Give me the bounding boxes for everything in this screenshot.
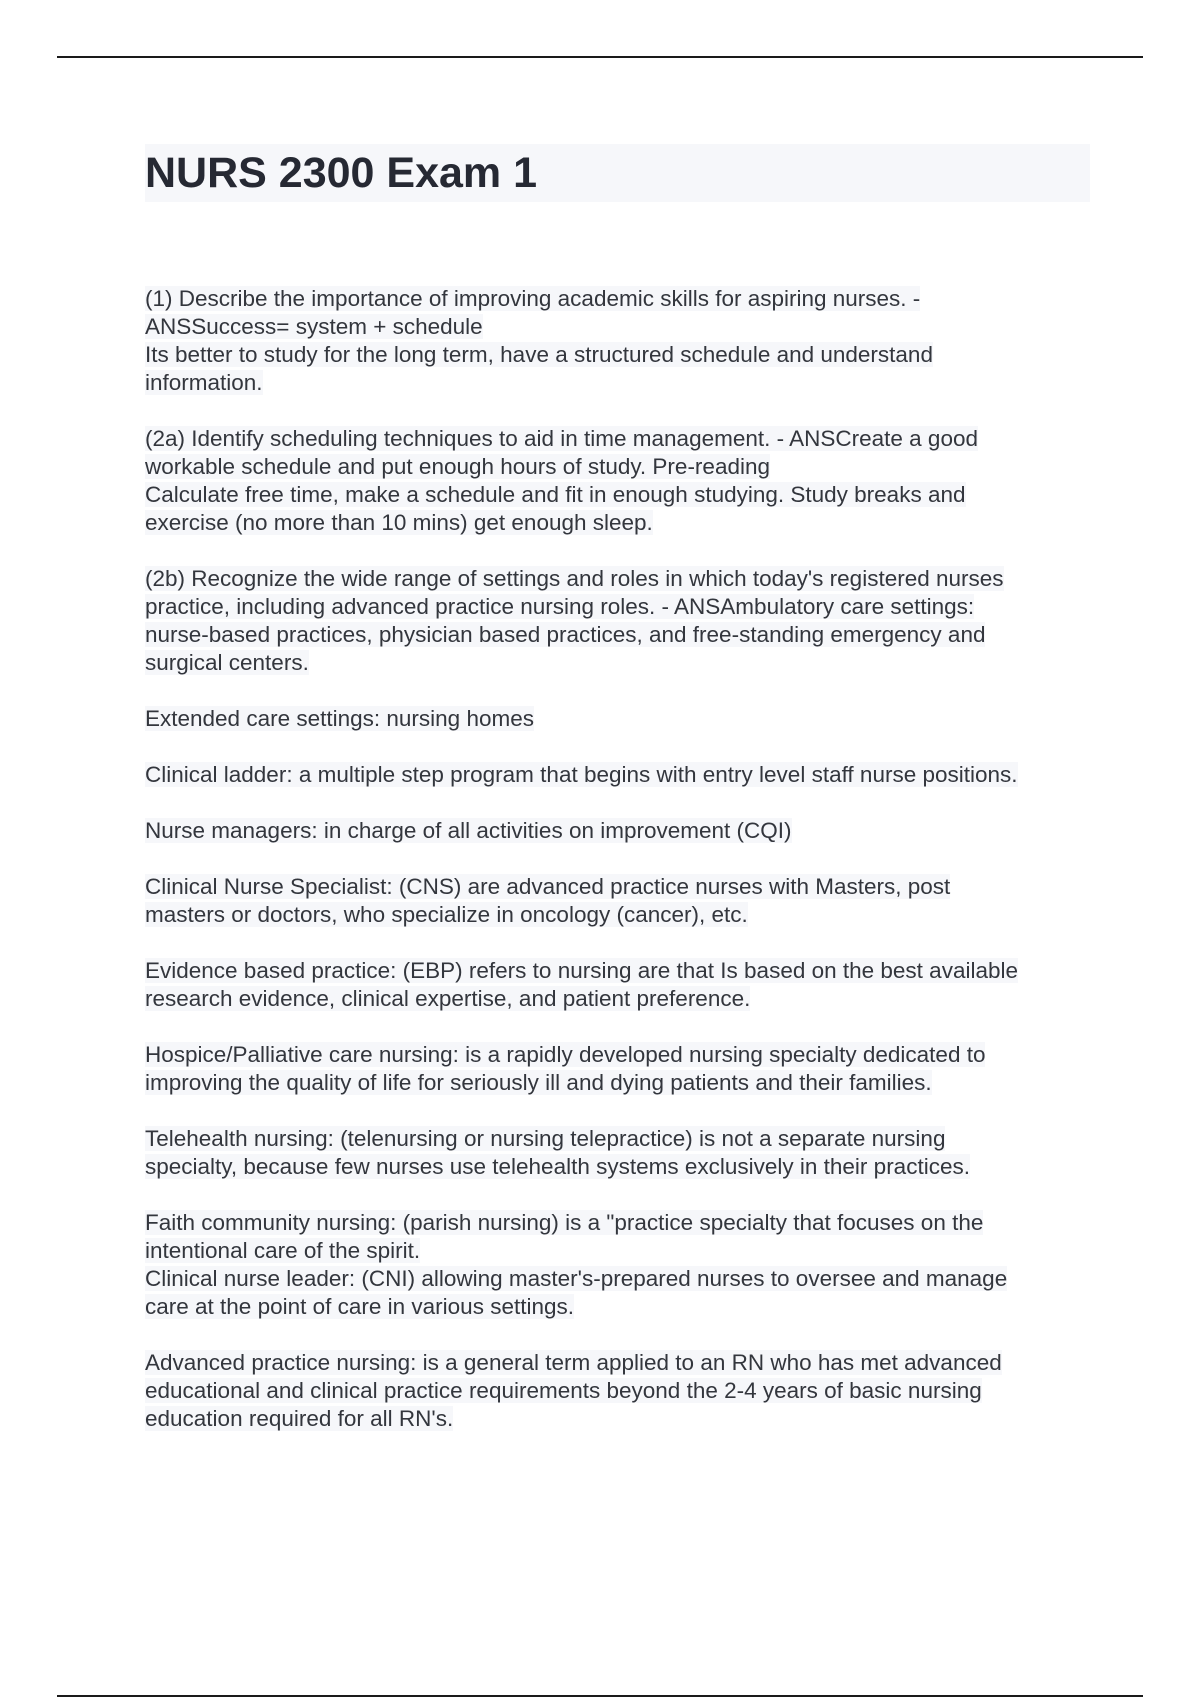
entry-line-row	[145, 1069, 1090, 1097]
entry-line-row	[145, 285, 1090, 313]
entry-line-text: masters or doctors, who specialize in oncology (cancer), etc.	[145, 902, 748, 927]
qa-entry	[145, 705, 1090, 733]
entry-line-text: exercise (no more than 10 mins) get enough sleep.	[145, 510, 653, 535]
entry-line-text: (2b) Recognize the wide range of settings and roles in which today's registered nurses	[145, 566, 1004, 591]
entry-line-row	[145, 705, 1090, 733]
entry-line-text: intentional care of the spirit.	[145, 1238, 421, 1263]
entry-line-row	[145, 1153, 1090, 1181]
entry-line-text: practice, including advanced practice nursing roles. - ANSAmbulatory care settings:	[145, 594, 975, 619]
qa-entry	[145, 1349, 1090, 1433]
entry-line-text: nurse-based practices, physician based practices, and free-standing emergency and	[145, 622, 986, 647]
entry-line-text: Calculate free time, make a schedule and fit in enough studying. Study breaks and	[145, 482, 966, 507]
entry-line-row	[145, 1125, 1090, 1153]
footer-rule	[57, 1695, 1143, 1697]
entry-line-text: ANSSuccess= system + schedule	[145, 314, 483, 339]
qa-entry	[145, 1041, 1090, 1097]
entry-line-row	[145, 565, 1090, 593]
qa-entry	[145, 761, 1090, 789]
entry-line-row	[145, 1237, 1090, 1265]
entry-line-text: Its better to study for the long term, have a structured schedule and understand	[145, 342, 933, 367]
entry-line-text: research evidence, clinical expertise, and patient preference.	[145, 986, 751, 1011]
entry-line-row	[145, 1377, 1090, 1405]
entry-line-text: Clinical Nurse Specialist: (CNS) are advanced practice nurses with Masters, post	[145, 874, 951, 899]
entry-line-row	[145, 761, 1090, 789]
qa-entry	[145, 1209, 1090, 1321]
entry-line-text: improving the quality of life for seriously ill and dying patients and their families.	[145, 1070, 932, 1095]
entry-line-text: surgical centers.	[145, 650, 309, 675]
entry-line-text: education required for all RN's.	[145, 1406, 454, 1431]
entry-line-text: (2a) Identify scheduling techniques to aid in time management. - ANSCreate a good	[145, 426, 978, 451]
entry-line-row	[145, 985, 1090, 1013]
entry-line-row	[145, 817, 1090, 845]
entry-line-row	[145, 1293, 1090, 1321]
entry-line-text: Nurse managers: in charge of all activities on improvement (CQI)	[145, 818, 792, 843]
header-rule	[57, 56, 1143, 58]
entry-line-row	[145, 453, 1090, 481]
entry-line-text: Extended care settings: nursing homes	[145, 706, 534, 731]
entry-line-text: workable schedule and put enough hours of study. Pre-reading	[145, 454, 770, 479]
entry-line-text: educational and clinical practice requirements beyond the 2-4 years of basic nursing	[145, 1378, 982, 1403]
entry-line-text: Clinical ladder: a multiple step program that begins with entry level staff nurse positions.	[145, 762, 1018, 787]
entry-line-text: information.	[145, 370, 263, 395]
entry-line-row	[145, 425, 1090, 453]
qa-entry	[145, 1125, 1090, 1181]
qa-entry	[145, 957, 1090, 1013]
entry-line-text: Faith community nursing: (parish nursing) is a "practice specialty that focuses on the	[145, 1210, 984, 1235]
title-block	[145, 144, 1090, 202]
entry-line-row	[145, 901, 1090, 929]
qa-entry	[145, 817, 1090, 845]
qa-entry	[145, 873, 1090, 929]
entry-line-row	[145, 509, 1090, 537]
entry-line-text: Evidence based practice: (EBP) refers to nursing are that Is based on the best available	[145, 958, 1018, 983]
document-body	[145, 144, 1090, 1461]
entry-line-row	[145, 957, 1090, 985]
entries-list	[145, 285, 1090, 1433]
entry-line-text: (1) Describe the importance of improving academic skills for aspiring nurses. -	[145, 286, 921, 311]
entry-line-row	[145, 621, 1090, 649]
entry-line-row	[145, 369, 1090, 397]
entry-line-row	[145, 1041, 1090, 1069]
entry-line-row	[145, 481, 1090, 509]
entry-line-text: Hospice/Palliative care nursing: is a rapidly developed nursing specialty dedicated to	[145, 1042, 986, 1067]
entry-line-row	[145, 1209, 1090, 1237]
entry-line-text: care at the point of care in various settings.	[145, 1294, 574, 1319]
entry-line-text: specialty, because few nurses use telehealth systems exclusively in their practices.	[145, 1154, 970, 1179]
entry-line-row	[145, 593, 1090, 621]
document-title: NURS 2300 Exam 1	[145, 149, 537, 197]
entry-line-text: Telehealth nursing: (telenursing or nursing telepractice) is not a separate nursing	[145, 1126, 946, 1151]
qa-entry	[145, 285, 1090, 397]
entry-line-row	[145, 1405, 1090, 1433]
entry-line-text: Clinical nurse leader: (CNI) allowing master's-prepared nurses to oversee and manage	[145, 1266, 1008, 1291]
entry-line-text: Advanced practice nursing: is a general term applied to an RN who has met advanced	[145, 1350, 1002, 1375]
entry-line-row	[145, 649, 1090, 677]
entry-line-row	[145, 1265, 1090, 1293]
qa-entry	[145, 425, 1090, 537]
qa-entry	[145, 565, 1090, 677]
entry-line-row	[145, 313, 1090, 341]
entry-line-row	[145, 341, 1090, 369]
entry-line-row	[145, 873, 1090, 901]
entry-line-row	[145, 1349, 1090, 1377]
